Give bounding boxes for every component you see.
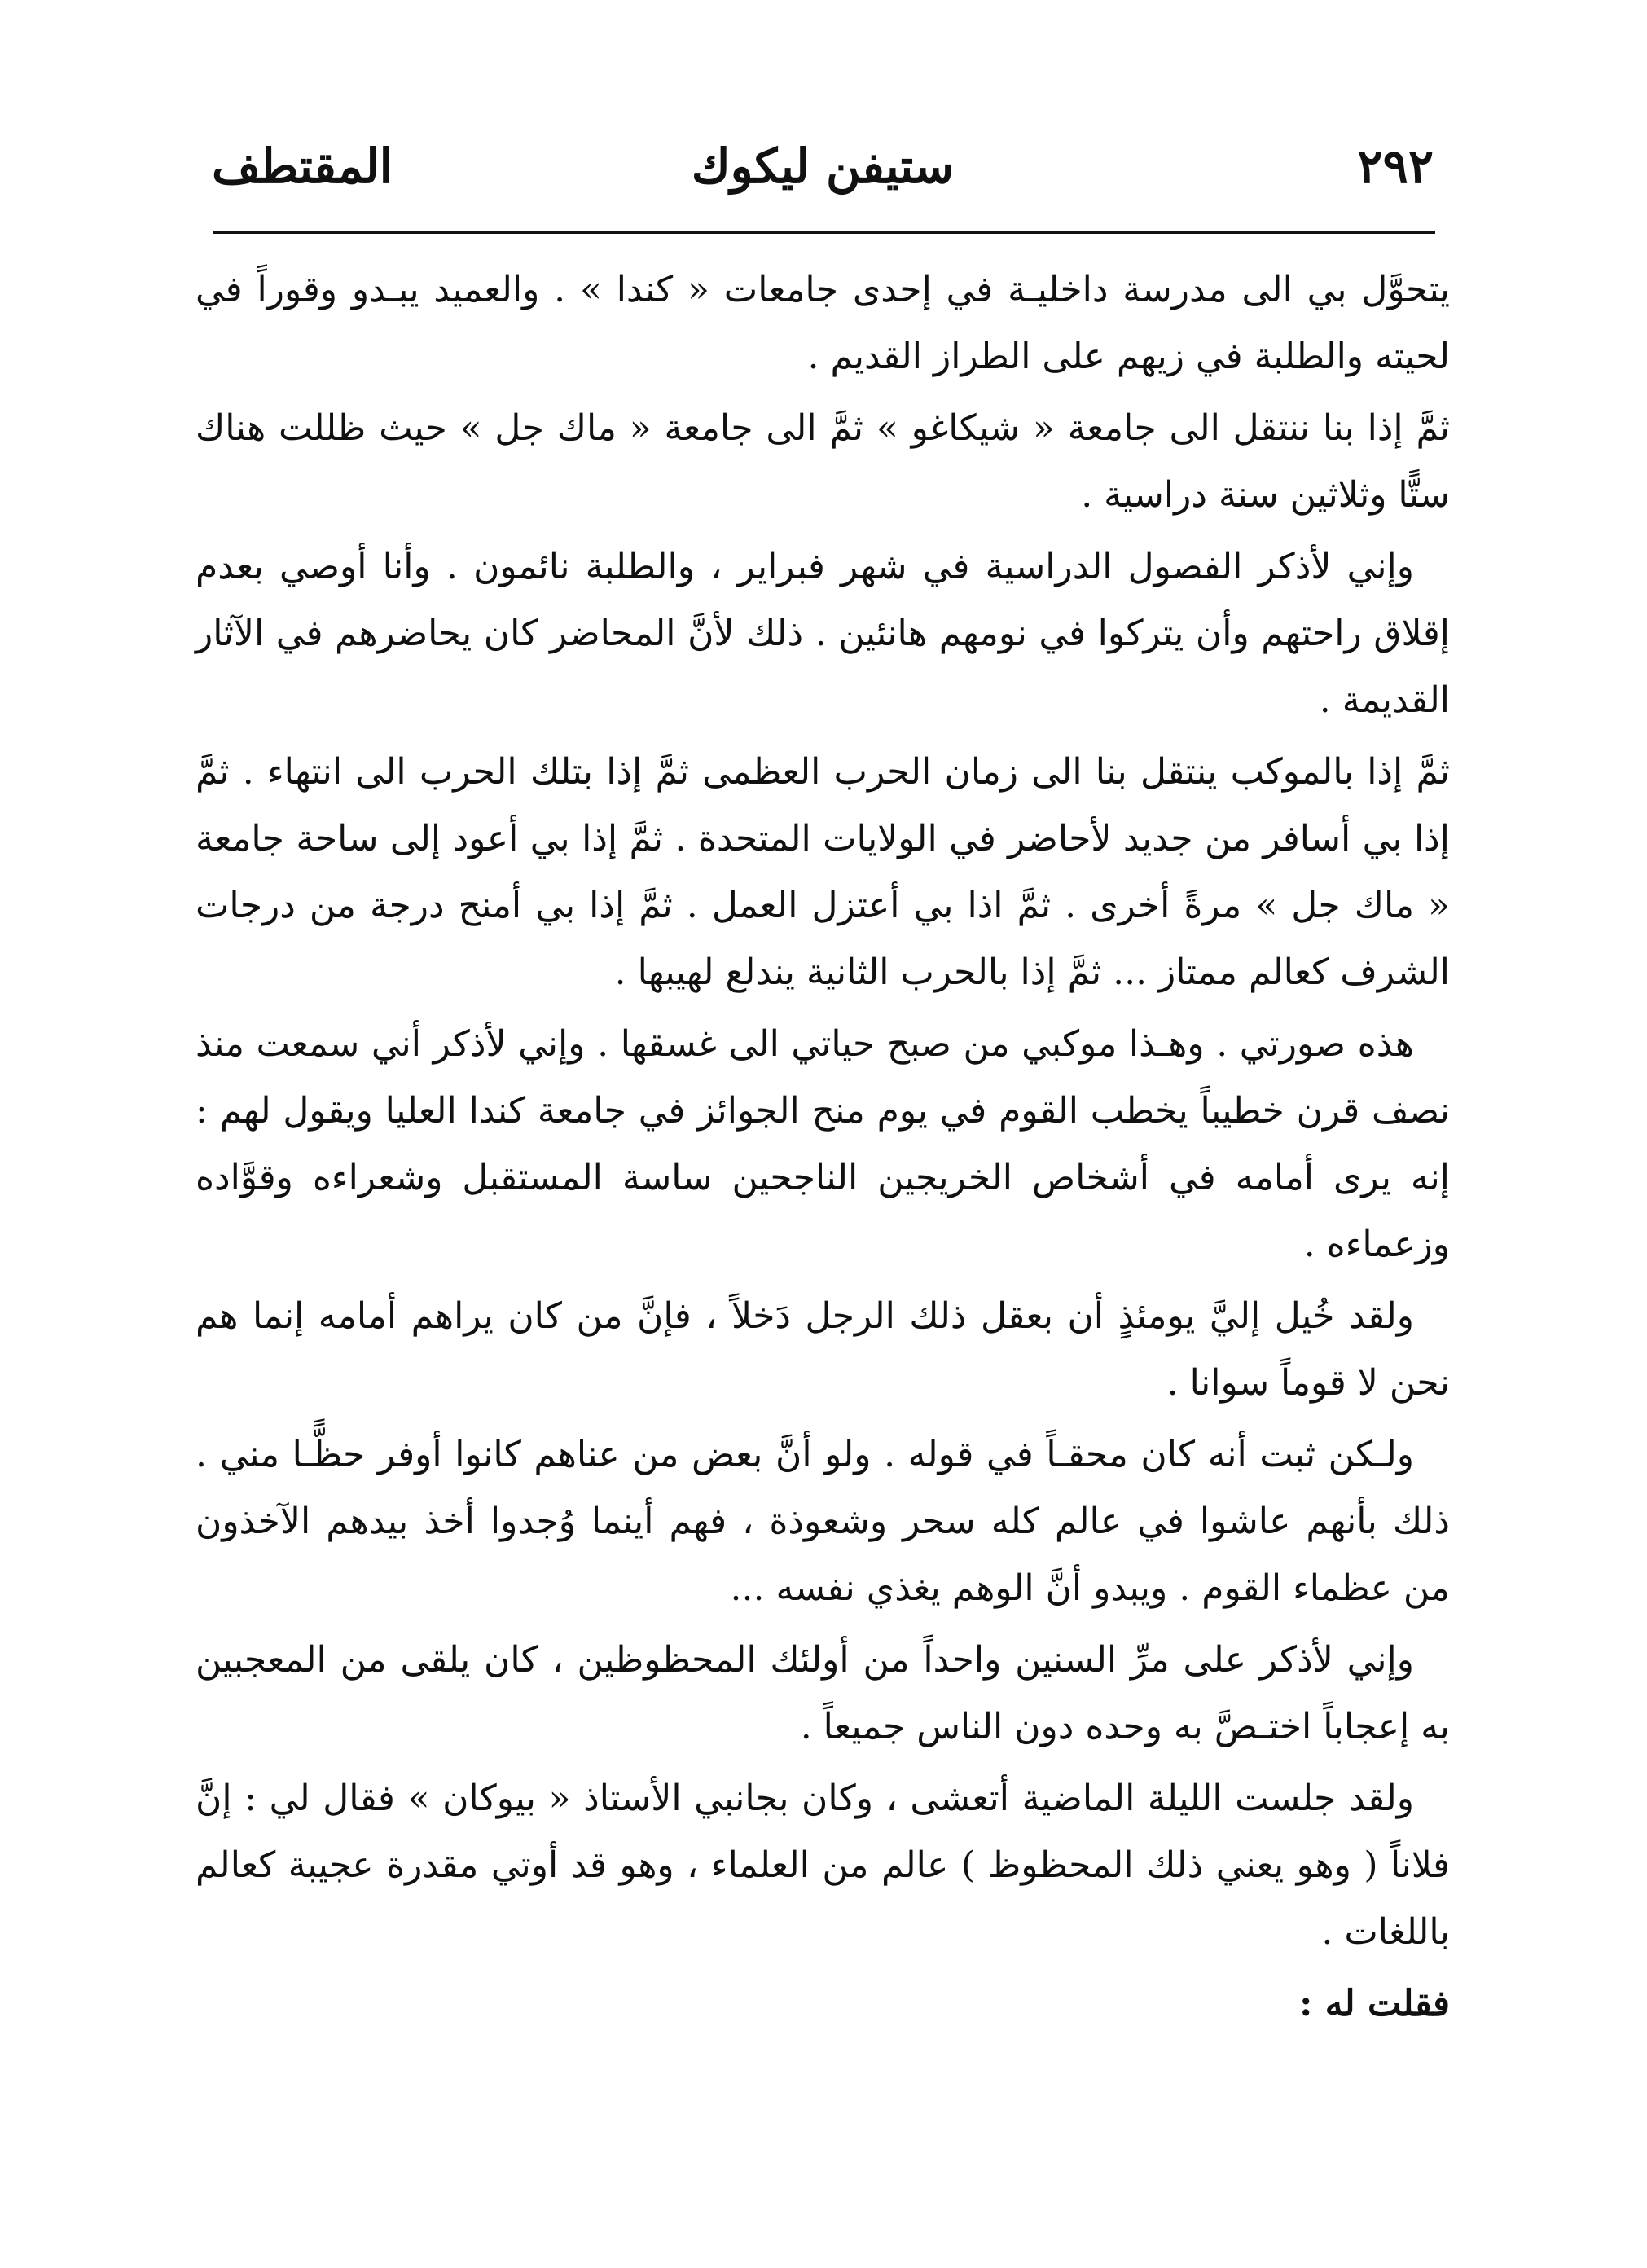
running-head xyxy=(212,130,1434,220)
paragraph: ثمَّ إذا بنا ننتقل الى جامعة « شيكاغو » ثمَّ الى جامعة « ماك جل » حيث ظللت هناك ستًّا وثلاثين سنة دراسية . xyxy=(195,407,1450,516)
paragraph: هذه صورتي . وهـذا موكبي من صبح حياتي الى غسقها . وإني لأذكر أني سمعت منذ نصف قرن خطيباً يخطب القوم في يوم منح الجوائز في جامعة كندا العليا ويقول لهم : إنه يرى أمامه في أشخاص الخريجين الناجحين ساسة المستقبل وشعراءه وقوَّاده وزعماءه . xyxy=(195,1023,1450,1265)
paragraph: ولقد خُيل إليَّ يومئذٍ أن بعقل ذلك الرجل دَخلاً ، فإنَّ من كان يراهم أمامه إنما هم نحن لا قوماً سوانا . xyxy=(195,1295,1450,1404)
article-title: ستيفن ليكوك xyxy=(691,138,955,194)
paragraph: وإني لأذكر على مرِّ السنين واحداً من أولئك المحظوظين ، كان يلقى من المعجبين به إعجاباً اختـصَّ به وحده دون الناس جميعاً . xyxy=(195,1639,1450,1747)
paragraph: وإني لأذكر الفصول الدراسية في شهر فبراير ، والطلبة نائمون . وأنا أوصي بعدم إقلاق راحتهم وأن يتركوا في نومهم هانئين . ذلك لأنَّ المحاضر كان يحاضرهم في الآثار القديمة . xyxy=(195,546,1450,721)
closing-line: فقلت له : xyxy=(1299,1983,1450,2024)
journal-name: المقتطف xyxy=(212,138,393,194)
paragraph: ولقد جلست الليلة الماضية أتعشى ، وكان بجانبي الأستاذ « بيوكان » فقال لي : إنَّ فلاناً ( وهو يعني ذلك المحظوظ ) عالم من العلماء ، وهو قد أوتي مقدرة عجيبة كعالم باللغات . xyxy=(195,1778,1450,1953)
article-body xyxy=(195,257,1450,2042)
page-number: ٢٩٢ xyxy=(1357,138,1434,194)
paragraph: ثمَّ إذا بالموكب ينتقل بنا الى زمان الحرب العظمى ثمَّ إذا بتلك الحرب الى انتهاء . ثمَّ إذا بي أسافر من جديد لأحاضر في الولايات المتحدة . ثمَّ إذا بي أعود إلى ساحة جامعة « ماك جل » مرةً أخرى . ثمَّ اذا بي أعتزل العمل . ثمَّ إذا بي أمنح درجة من درجات الشرف كعالم ممتاز ... ثمَّ إذا بالحرب الثانية يندلع لهيبها . xyxy=(195,751,1450,993)
paragraph: يتحوَّل بي الى مدرسة داخليـة في إحدى جامعات « كندا » . والعميد يبـدو وقوراً في لحيته والطلبة في زيهم على الطراز القديم . xyxy=(195,269,1450,377)
paragraph: ولـكن ثبت أنه كان محقـاً في قوله . ولو أنَّ بعض من عناهم كانوا أوفر حظًّـا مني . ذلك بأنهم عاشوا في عالم كله سحر وشعوذة ، فهم أينما وُجدوا أخذ بيدهم الآخذون من عظماء القوم . ويبدو أنَّ الوهم يغذي نفسه ... xyxy=(195,1434,1450,1609)
header-rule xyxy=(213,231,1435,234)
